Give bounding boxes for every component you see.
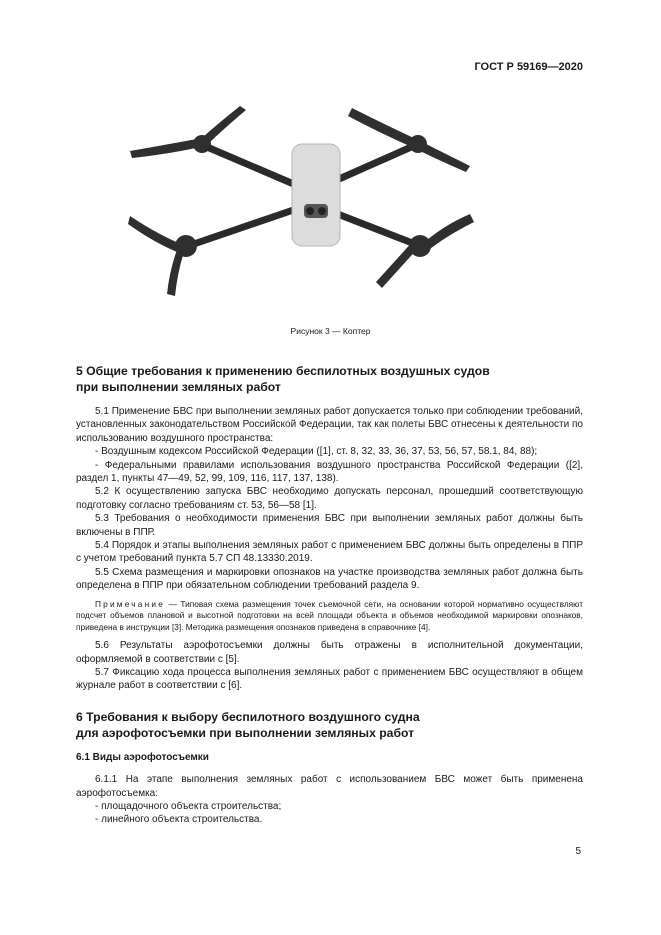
note [76,599,583,634]
copter-illustration [120,96,485,306]
section-6-heading [76,709,583,741]
paragraph-5-4: 5.4 Порядок и этапы выполнения земляных работ с применением БВС должны быть определены в ППР с учетом требований пункта 5.7 СП 48.13330.2019. [76,540,583,565]
paragraph-5-6: 5.6 Результаты аэрофотосъемки должны быть отражены в исполнительной документации, оформляемой в соответствии с [5]. [76,640,583,665]
paragraph-5-5: 5.5 Схема размещения и маркировки опознаков на участке производства земляных работ должна быть определена в ППР при обязательном соблюдении требований раздела 9. [76,566,583,592]
section-5-heading [76,363,583,395]
section-5-title-line-1: 5 Общие требования к применению беспилотных воздушных судов [76,364,490,378]
page-number: 5 [575,846,581,857]
list-item: - Федеральными правилами использования воздушного пространства Российской Федерации ([2], раздел 1, пункты 47—49, 52, 99, 109, 116, 117, 137, 138). [76,459,583,485]
list-item: - линейного объекта строительства. [95,814,263,826]
section-6-title-line-2: для аэрофотосъемки при выполнении земляных работ [76,725,415,740]
document-body [76,363,583,827]
document-code: ГОСТ Р 59169—2020 [474,61,583,73]
paragraph-5-2: 5.2 К осуществлению запуска БВС необходимо допускать персонал, прошедший соответствующую подготовку согласно требованиям ст. 53, 56—58 [1]. [76,486,583,511]
paragraph-5-3: 5.3 Требования о необходимости применения БВС при выполнении земляных работ должны быть включены в ППР. [76,513,583,538]
note-text: — Типовая схема размещения точек съемочной сети, на основании которой нормативно осуществляют подсчет объемов плановой и высотной подготовки на всей площади объекта и объемов необходимой маркировки опознаков, приведена в инструкции [3]. Методика размещения опознаков приведена в справочнике [4]. [76,598,583,632]
paragraph-5-1: 5.1 Применение БВС при выполнении земляных работ допускается только при соблюдении требований, установленных законодательством Российской Федерации, так как полеты БВС отнесены к деятельности по использованию воздушного пространства: [76,406,583,444]
figure-caption: Рисунок 3 — Коптер [290,326,371,336]
note-label: Примечание [95,598,166,609]
paragraph-6-1-1: 6.1.1 На этапе выполнения земляных работ с использованием БВС может быть применена аэрофотосъемка: [76,774,583,799]
list-item: - Воздушным кодексом Российской Федерации ([1], ст. 8, 32, 33, 36, 37, 53, 56, 57, 58.1, 84, 88); [95,446,538,458]
paragraph-5-7: 5.7 Фиксацию хода процесса выполнения земляных работ с применением БВС осуществляют в общем журнале работ в соответствии с [6]. [76,667,583,692]
subsection-6-1-heading: 6.1 Виды аэрофотосъемки [76,751,209,763]
list-item: - площадочного объекта строительства; [95,801,282,813]
section-6-title-line-1: 6 Требования к выбору беспилотного воздушного судна [76,709,420,724]
section-5-title-line-2: при выполнении земляных работ [76,380,281,394]
